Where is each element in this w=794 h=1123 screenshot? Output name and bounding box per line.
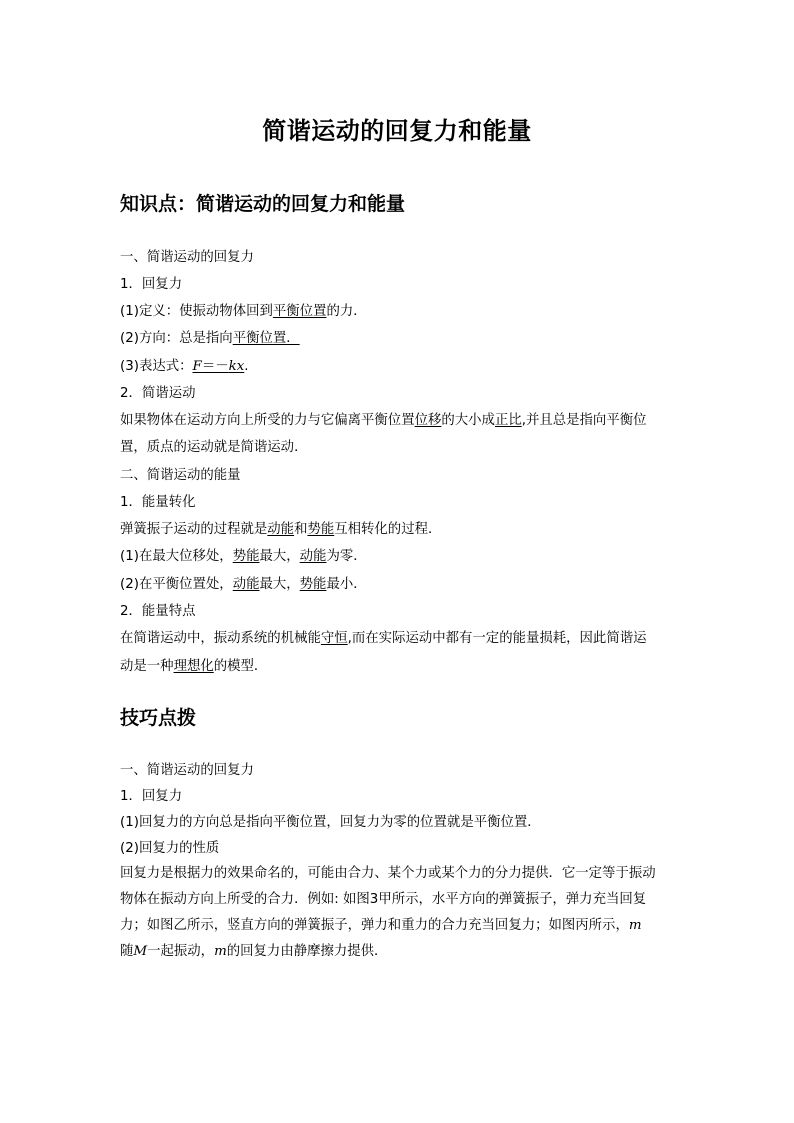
page-title: 简谐运动的回复力和能量 — [262, 117, 532, 145]
paragraph-line: (2)回复力的性质 — [120, 841, 220, 856]
paragraph-line: 一、简谐运动的回复力 — [120, 250, 254, 265]
paragraph-line: 一、简谐运动的回复力 — [120, 763, 254, 778]
paragraph-line: 置，质点的运动就是简谐运动． — [120, 440, 308, 455]
paragraph-line: 二、简谐运动的能量 — [120, 468, 241, 483]
paragraph-line: 如果物体在运动方向上所受的力与它偏离平衡位置位移的大小成正比,并且总是指向平衡位 — [120, 413, 647, 428]
paragraph-line: (1)定义：使振动物体回到平衡位置的力． — [120, 304, 367, 319]
paragraph-line: 弹簧振子运动的过程就是动能和势能互相转化的过程． — [120, 522, 442, 537]
paragraph-line: 物体在振动方向上所受的合力．例如: 如图3甲所示，水平方向的弹簧振子，弹力充当回复 — [120, 892, 647, 907]
paragraph-line: 1．回复力 — [120, 789, 183, 804]
section-heading-knowledge: 知识点：简谐运动的回复力和能量 — [120, 193, 406, 215]
paragraph-line: (1)回复力的方向总是指向平衡位置，回复力为零的位置就是平衡位置． — [120, 815, 541, 830]
paragraph-line: 随M一起振动，m的回复力由静摩擦力提供． — [120, 944, 388, 959]
paragraph-line: 回复力是根据力的效果命名的，可能由合力、某个力或某个力的分力提供．它一定等于振动 — [120, 866, 656, 881]
paragraph-line: 动是一种理想化的模型． — [120, 659, 268, 674]
paragraph-line: (3)表达式：F＝－kx. — [120, 359, 249, 374]
paragraph-line: 1．回复力 — [120, 277, 183, 292]
section-heading-tips: 技巧点拨 — [120, 707, 197, 729]
paragraph-line: (1)在最大位移处，势能最大，动能为零． — [120, 549, 367, 564]
paragraph-line: 力；如图乙所示，竖直方向的弹簧振子，弹力和重力的合力充当回复力；如图丙所示，m — [120, 918, 642, 933]
paragraph-line: 1．能量转化 — [120, 495, 196, 510]
paragraph-line: 在简谐运动中，振动系统的机械能守恒,而在实际运动中都有一定的能量损耗，因此简谐运 — [120, 631, 647, 646]
paragraph-line: 2．简谐运动 — [120, 386, 196, 401]
paragraph-line: (2)在平衡位置处，动能最大，势能最小． — [120, 577, 367, 592]
paragraph-line: 2．能量特点 — [120, 604, 196, 619]
paragraph-line: (2)方向：总是指向平衡位置． — [120, 331, 300, 346]
